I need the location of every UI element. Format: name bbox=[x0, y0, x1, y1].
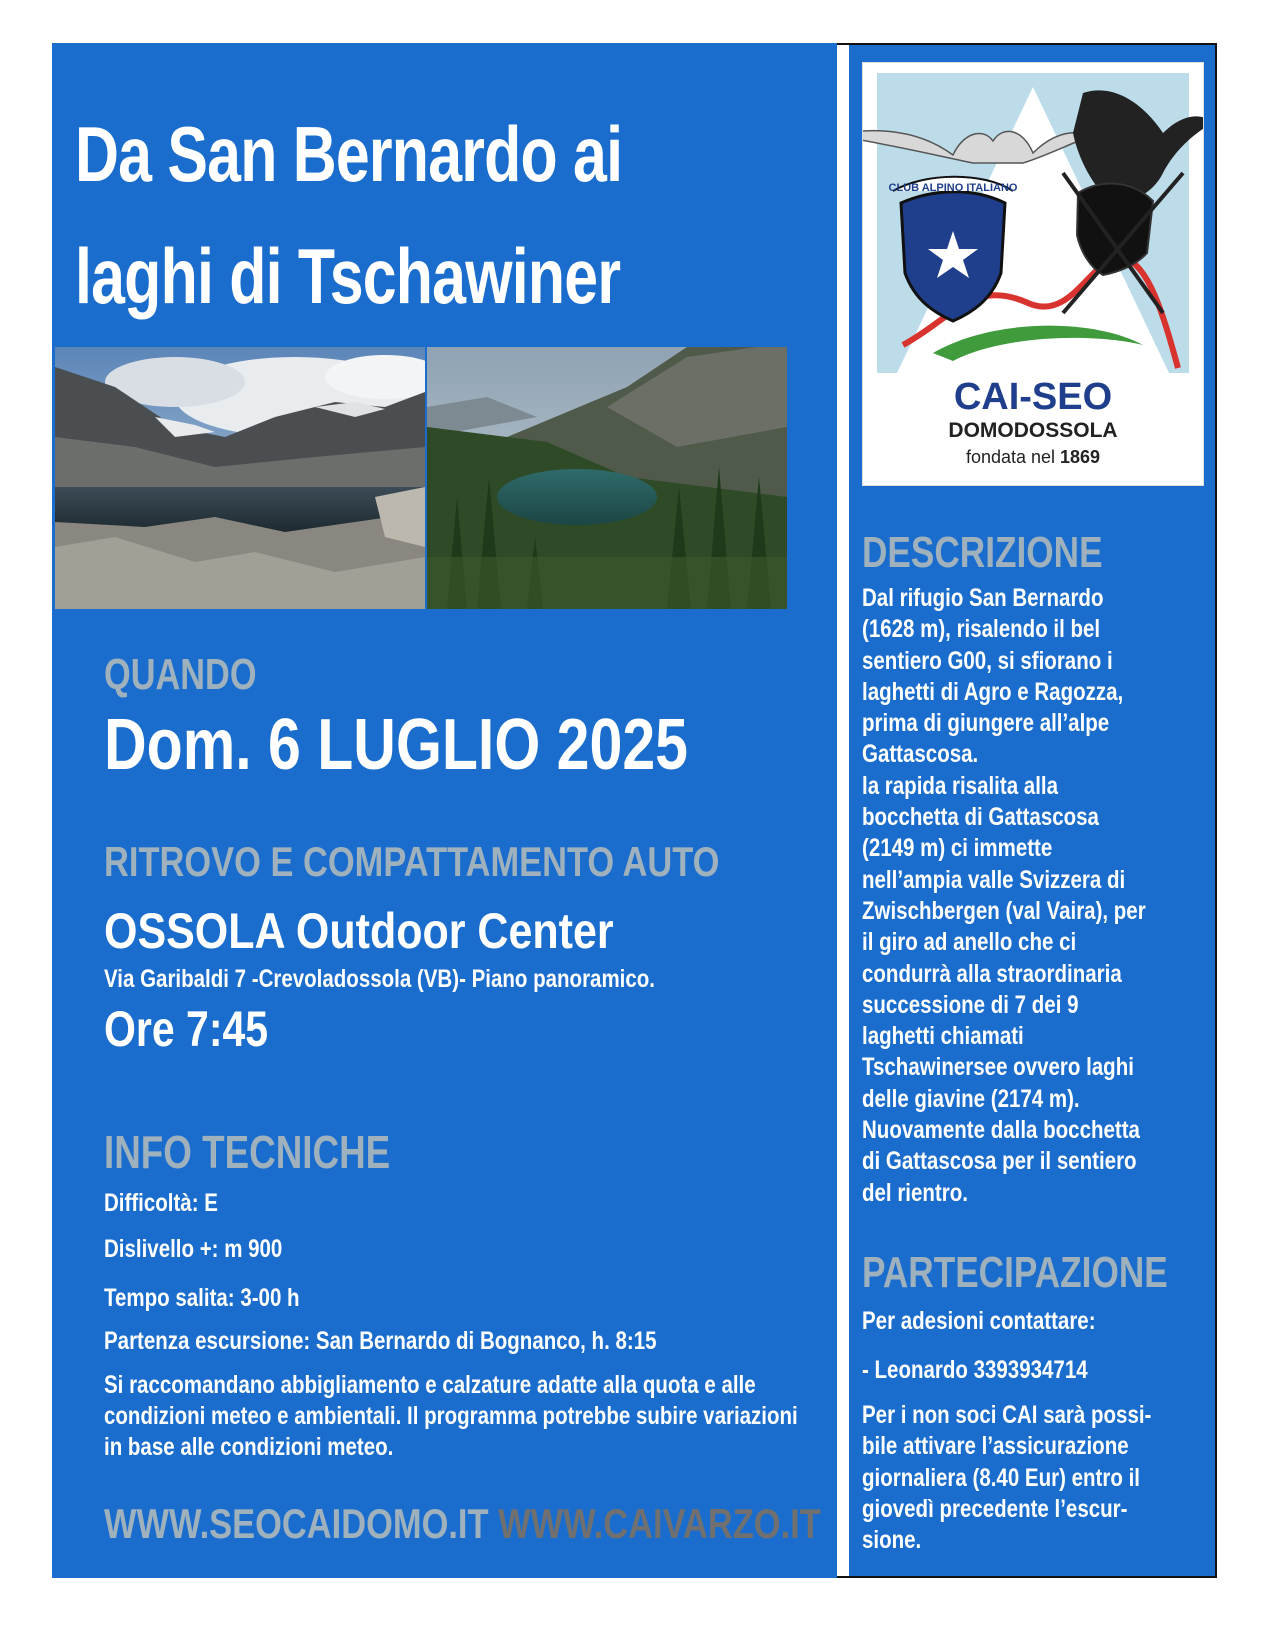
lake-photo-left bbox=[55, 347, 425, 609]
description-line: Gattascosa. bbox=[862, 740, 979, 769]
page-title-line1: Da San Bernardo ai bbox=[75, 110, 623, 198]
description-line: prima di giungere all’alpe bbox=[862, 709, 1110, 738]
column-divider bbox=[837, 45, 849, 1576]
description-line: di Gattascosa per il sentiero bbox=[862, 1147, 1137, 1176]
logo-arc-text: CLUB ALPINO ITALIANO bbox=[888, 182, 1018, 194]
event-date: Dom. 6 LUGLIO 2025 bbox=[104, 705, 689, 785]
description-line: Nuovamente dalla bocchetta bbox=[862, 1116, 1140, 1145]
tech-info-heading: INFO TECNICHE bbox=[104, 1126, 391, 1178]
description-line: Tschawinersee ovvero laghi bbox=[862, 1053, 1134, 1082]
description-line: del rientro. bbox=[862, 1178, 968, 1207]
participation-contact[interactable]: - Leonardo 3393934714 bbox=[862, 1356, 1088, 1384]
tech-ascent-time: Tempo salita: 3-00 h bbox=[104, 1284, 300, 1312]
insurance-line: bile attivare l’assicurazione bbox=[862, 1432, 1129, 1461]
when-label: QUANDO bbox=[104, 650, 257, 699]
description-line: successione di 7 dei 9 bbox=[862, 990, 1079, 1019]
description-line: laghetti chiamati bbox=[862, 1022, 1024, 1051]
description-line: la rapida risalita alla bbox=[862, 771, 1058, 800]
meeting-address: Via Garibaldi 7 -Crevoladossola (VB)- Piano panoramico. bbox=[104, 965, 655, 993]
description-line: sentiero G00, si sfiorano i bbox=[862, 646, 1113, 675]
description-line: Dal rifugio San Bernardo bbox=[862, 584, 1104, 612]
meeting-time: Ore 7:45 bbox=[104, 1001, 269, 1057]
insurance-line: giovedì precedente l’escur- bbox=[862, 1494, 1128, 1523]
participation-contact-label: Per adesioni contattare: bbox=[862, 1307, 1096, 1335]
logo-name: CAI-SEO bbox=[953, 376, 1113, 418]
meeting-label: RITROVO E COMPATTAMENTO AUTO bbox=[104, 838, 720, 885]
description-line: nell’ampia valle Svizzera di bbox=[862, 865, 1126, 894]
description-line: il giro ad anello che ci bbox=[862, 928, 1077, 957]
website-link-seocaidomo[interactable]: WWW.SEOCAIDOMO.IT bbox=[104, 1500, 489, 1547]
tech-elevation: Dislivello +: m 900 bbox=[104, 1235, 283, 1263]
insurance-line: sione. bbox=[862, 1526, 922, 1555]
tech-start: Partenza escursione: San Bernardo di Bognanco, h. 8:15 bbox=[104, 1327, 657, 1355]
description-line: (1628 m), risalendo il bel bbox=[862, 615, 1101, 644]
description-line: bocchetta di Gattascosa bbox=[862, 803, 1099, 832]
participation-insurance bbox=[862, 1400, 1198, 1556]
description-line: delle giavine (2174 m). bbox=[862, 1084, 1080, 1113]
description-line: (2149 m) ci immette bbox=[862, 834, 1053, 863]
logo-city: DOMODOSSOLA bbox=[948, 419, 1118, 442]
description-line: laghetti di Agro e Ragozza, bbox=[862, 677, 1124, 706]
website-link-caivarzo[interactable]: WWW.CAIVARZO.IT bbox=[498, 1500, 821, 1547]
cai-seo-logo bbox=[862, 62, 1204, 486]
logo-founded: fondata nel 1869 bbox=[965, 447, 1101, 467]
websites bbox=[104, 1500, 821, 1548]
insurance-line: giornaliera (8.40 Eur) entro il bbox=[862, 1463, 1140, 1492]
tech-note: Si raccomandano abbigliamento e calzature adatte alla quota e alle condizioni meteo e ambientali. Il programma potrebbe subire variazioni in base alle condizioni meteo. bbox=[104, 1371, 798, 1461]
page-title-line2: laghi di Tschawiner bbox=[75, 232, 621, 320]
description-text bbox=[862, 583, 1198, 1209]
description-line: condurrà alla straordinaria bbox=[862, 959, 1122, 988]
tech-difficulty: Difficoltà: E bbox=[104, 1189, 218, 1217]
meeting-place: OSSOLA Outdoor Center bbox=[104, 903, 614, 959]
lake-photo-right bbox=[427, 347, 787, 609]
insurance-line: Per i non soci CAI sarà possi- bbox=[862, 1401, 1152, 1429]
description-heading: DESCRIZIONE bbox=[862, 528, 1103, 577]
participation-heading: PARTECIPAZIONE bbox=[862, 1248, 1168, 1297]
description-line: Zwischbergen (val Vaira), per bbox=[862, 896, 1146, 925]
